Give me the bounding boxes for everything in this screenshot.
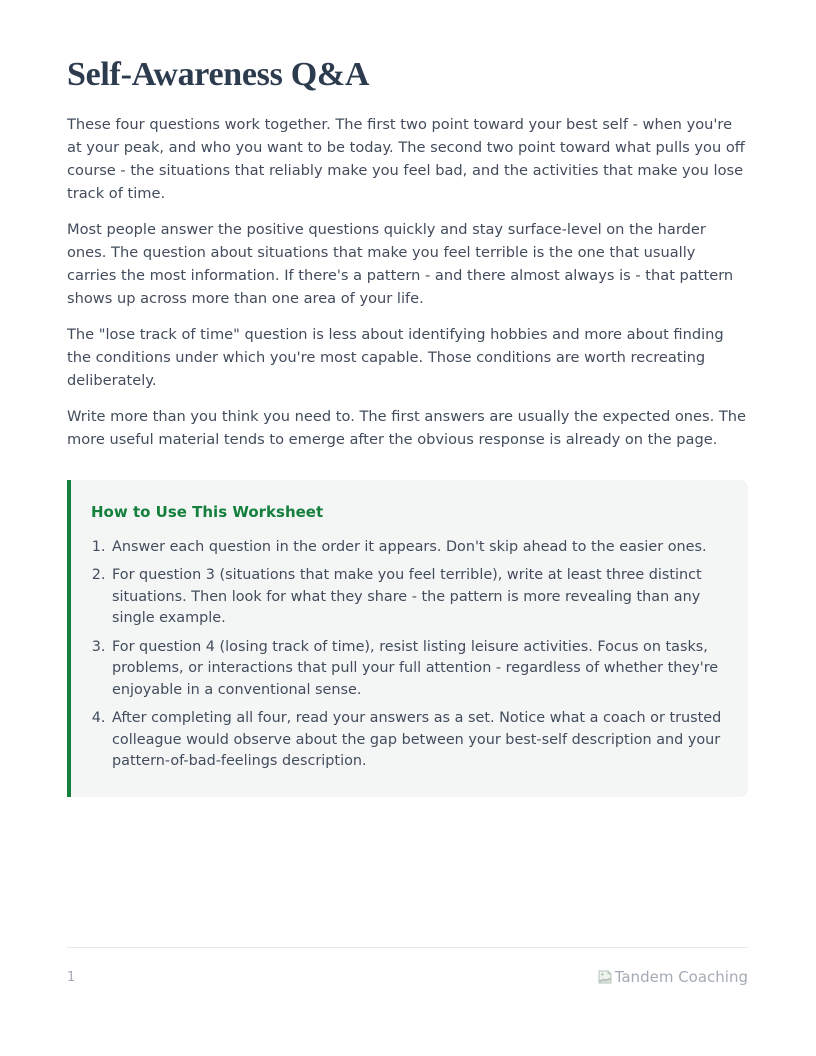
instruction-list (91, 537, 722, 773)
page-content (67, 55, 748, 797)
list-item: 4. After completing all four, read your answers as a set. Notice what a coach or trusted colleague would observe about the gap between your best-self description and your pattern-of-bad-feelings description. (110, 708, 722, 773)
how-to-use-callout (67, 480, 748, 797)
logo-alt-text: Tandem Coaching (614, 968, 748, 986)
list-item: 1. Answer each question in the order it appears. Don't skip ahead to the easier ones. (110, 537, 722, 559)
broken-image-icon (596, 968, 614, 986)
intro-paragraph-1: These four questions work together. The first two point toward your best self - when you're at your peak, and who you want to be today. The second two point toward what pulls you off course - the situations that reliably make you feel bad, and the activities that make you lose track of time. (67, 115, 745, 202)
callout-heading: How to Use This Worksheet (91, 502, 324, 521)
intro-paragraph-2: Most people answer the positive questions quickly and stay surface-level on the harder ones. The question about situations that make you feel terrible is the one that usually carries the most information. If there's a pattern - and there almost always is - that pattern shows up across more than one area of your life. (67, 220, 734, 307)
page-title: Self-Awareness Q&A (67, 56, 370, 93)
page-footer (67, 947, 748, 986)
tandem-coaching-logo (596, 968, 748, 986)
list-item: 3. For question 4 (losing track of time), resist listing leisure activities. Focus on tasks, problems, or interactions that pull your full attention - regardless of whether they're enjoyable in a conventional sense. (110, 637, 722, 702)
list-item: 2. For question 3 (situations that make you feel terrible), write at least three distinct situations. Then look for what they share - the pattern is more revealing than any single example. (110, 565, 722, 630)
page-number: 1 (67, 969, 76, 985)
intro-paragraph-3: The "lose track of time" question is less about identifying hobbies and more about finding the conditions under which you're most capable. Those conditions are worth recreating deliberately. (67, 325, 724, 389)
intro-paragraph-4: Write more than you think you need to. The first answers are usually the expected ones. The more useful material tends to emerge after the obvious response is already on the page. (67, 407, 747, 448)
